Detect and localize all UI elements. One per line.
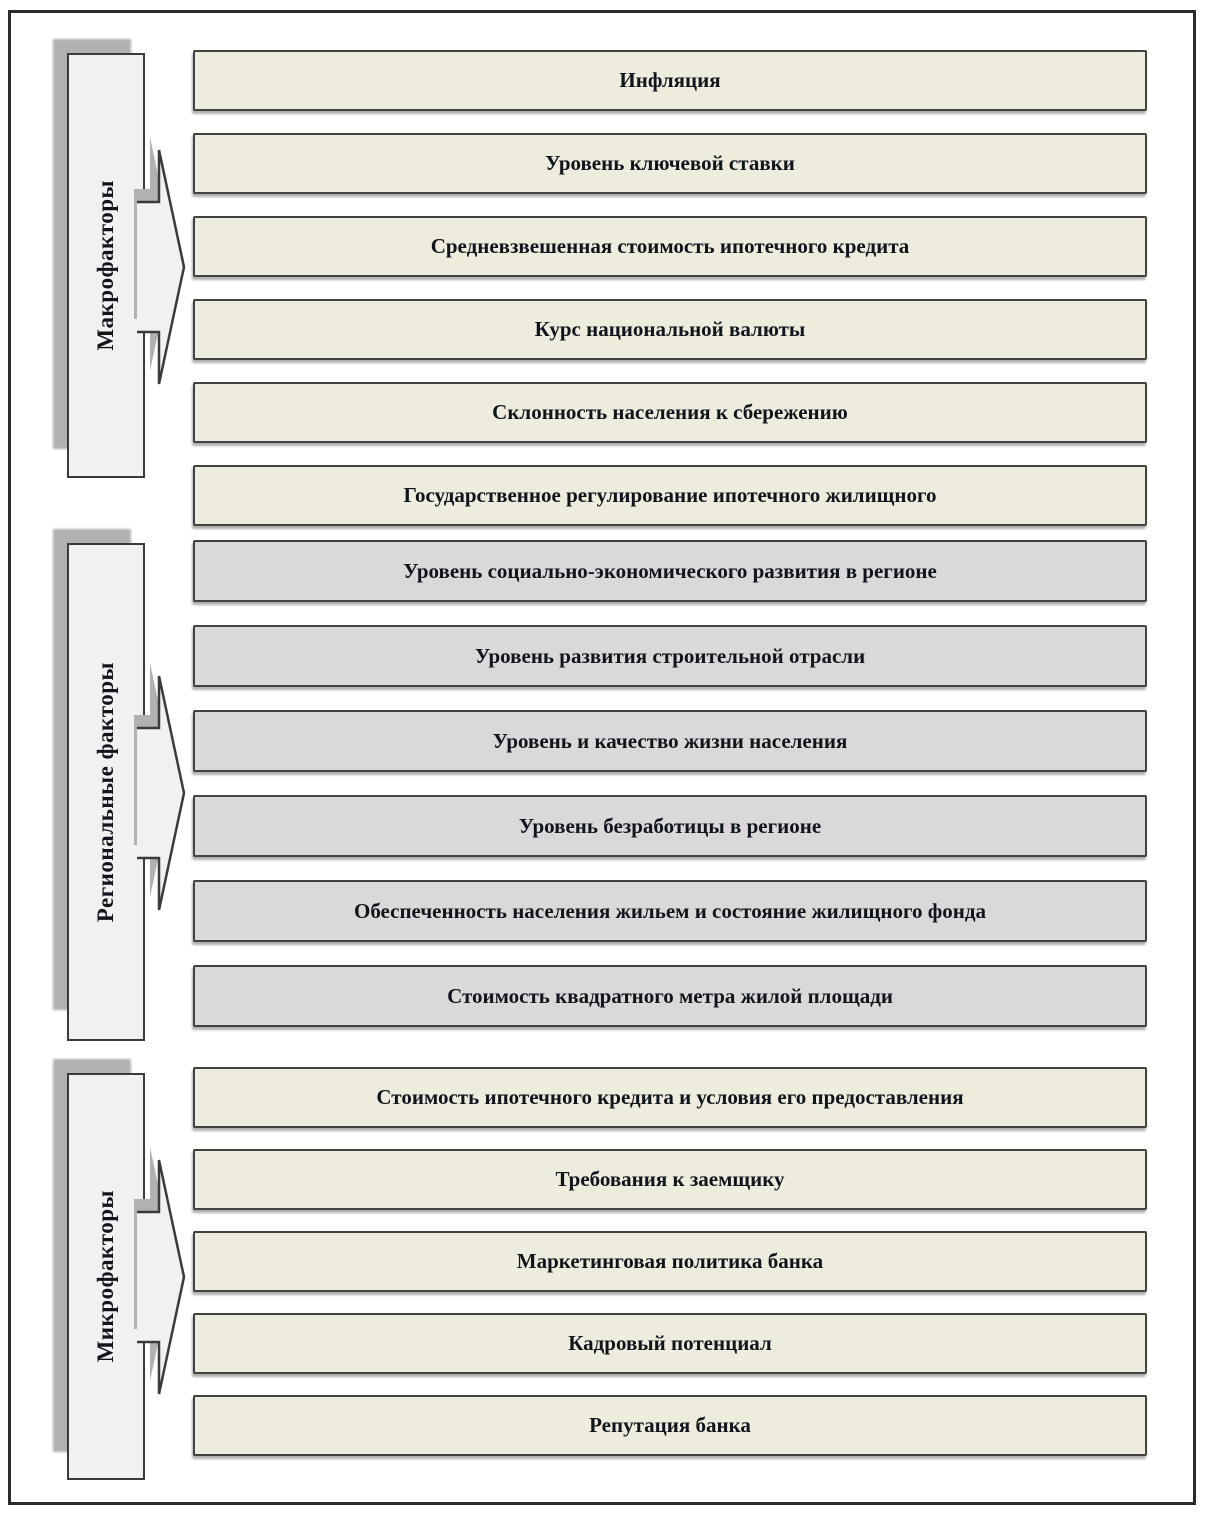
factor-box-text: Маркетинговая политика банка [516, 1249, 824, 1274]
factor-box-text: Уровень ключевой ставки [545, 151, 795, 176]
factor-box-text: Средневзвешенная стоимость ипотечного кредита [430, 234, 910, 259]
factor-box-text: Уровень и качество жизни населения [492, 728, 848, 753]
section-label-text: Макрофакторы [93, 180, 118, 351]
factor-box [193, 1067, 1147, 1128]
factor-box-text: Требования к заемщику [555, 1167, 785, 1192]
factor-box [193, 1231, 1147, 1292]
factor-box [193, 1313, 1147, 1374]
factor-box-text: Уровень развития строительной отрасли [474, 643, 866, 668]
factor-box-text: Инфляция [619, 68, 721, 93]
factor-box-text: Уровень безработицы в регионе [518, 813, 822, 838]
factor-box-text: Склонность населения к сбережению [492, 400, 848, 425]
factor-box-list [193, 1067, 1147, 1456]
factor-box [193, 1395, 1147, 1456]
factor-box-text: Стоимость квадратного метра жилой площади [447, 983, 893, 1008]
factor-box-text: Репутация банка [589, 1413, 751, 1438]
factor-box-text: Курс национальной валюты [534, 317, 806, 342]
section-label-text: Региональные факторы [93, 661, 118, 923]
factor-box-text: Уровень социально-экономического развития в регионе [403, 558, 937, 583]
factor-box [193, 1149, 1147, 1210]
section-label [67, 1073, 145, 1480]
factor-box-text: Государственное регулирование ипотечного жилищного [403, 483, 937, 508]
factor-box-text: Стоимость ипотечного кредита и условия его предоставления [376, 1085, 964, 1110]
right-arrow-icon [137, 1148, 189, 1406]
section-label-text: Микрофакторы [93, 1190, 118, 1363]
factor-box-text: Кадровый потенциал [568, 1331, 772, 1356]
factor-box-text: Обеспеченность населения жильем и состояние жилищного фонда [353, 898, 987, 923]
section-label-box [67, 1073, 145, 1480]
